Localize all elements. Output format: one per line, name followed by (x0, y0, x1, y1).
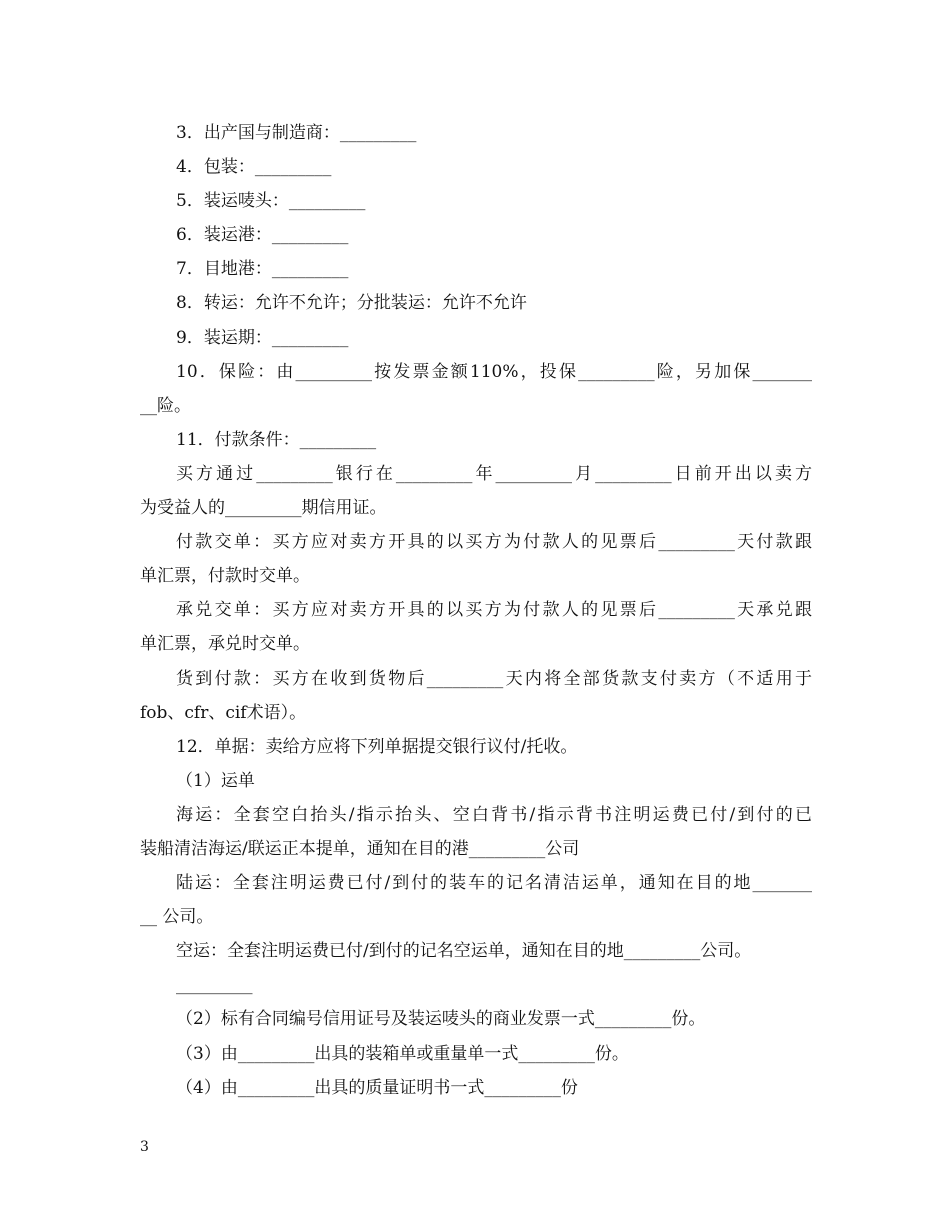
clause-shipment-period: 9．装运期：_________ (176, 327, 349, 348)
document-item-commercial-invoice: （2）标有合同编号信用证号及装运唛头的商业发票一式_________份。 (176, 1009, 706, 1030)
page-number: 3 (140, 1139, 149, 1155)
payment-documents-against-acceptance: 承兑交单：买方应对卖方开具的以买方为付款人的见票后_________天承兑跟 (176, 600, 812, 621)
payment-cash-on-delivery: 货到付款：买方在收到货物后_________天内将全部货款支付卖方（不适用于 (176, 668, 812, 689)
payment-cash-on-delivery-continued: fob、cfr、cif术语）。 (140, 702, 307, 723)
clause-port-of-loading: 6．装运港：_________ (176, 225, 349, 246)
waybill-air-transport: 空运：全套注明运费已付/到付的记名空运单，通知在目的地_________公司。 (176, 941, 752, 962)
payment-documents-against-acceptance-continued: 单汇票，承兑时交单。 (140, 634, 310, 655)
clause-port-of-destination: 7．目地港：_________ (176, 259, 349, 280)
clause-transshipment: 8．转运：允许不允许；分批装运：允许不允许 (176, 293, 527, 314)
document-item-quality-certificate: （4）由_________出具的质量证明书一式_________份 (176, 1077, 578, 1098)
payment-documents-against-payment: 付款交单：买方应对卖方开具的以买方为付款人的见票后_________天付款跟 (176, 532, 812, 553)
waybill-land-transport: 陆运：全套注明运费已付/到付的装车的记名清洁运单，通知在目的地_______ (176, 873, 812, 894)
clause-insurance: 10．保险：由_________按发票金额110%，投保_________险，另加保_______ (176, 361, 812, 382)
document-item-waybill: （1）运单 (176, 770, 255, 791)
waybill-land-transport-continued: __ 公司。 (140, 907, 214, 928)
payment-documents-against-payment-continued: 单汇票，付款时交单。 (140, 566, 310, 587)
clause-insurance-continued: __险。 (140, 395, 191, 416)
payment-letter-of-credit: 买方通过_________银行在_________年_________月_________日前开出以卖方 (176, 463, 812, 484)
clause-shipping-marks: 5．装运唛头：_________ (176, 191, 366, 212)
clause-documents: 12．单据：卖给方应将下列单据提交银行议付/托收。 (176, 736, 578, 757)
clause-packing: 4．包装：_________ (176, 157, 332, 178)
waybill-sea-transport-continued: 装船清洁海运/联运正本提单，通知在目的港_________公司 (140, 838, 580, 859)
clause-origin-manufacturer: 3．出产国与制造商：_________ (176, 123, 417, 143)
document-item-packing-list: （3）由_________出具的装箱单或重量单一式_________份。 (176, 1043, 629, 1064)
blank-fill-line: _________ (176, 975, 253, 996)
waybill-sea-transport: 海运：全套空白抬头/指示抬头、空白背书/指示背书注明运费已付/到付的已 (176, 804, 812, 825)
contract-text-body (140, 116, 812, 1105)
payment-letter-of-credit-continued: 为受益人的_________期信用证。 (140, 498, 387, 519)
clause-payment-terms: 11．付款条件：_________ (176, 429, 377, 450)
